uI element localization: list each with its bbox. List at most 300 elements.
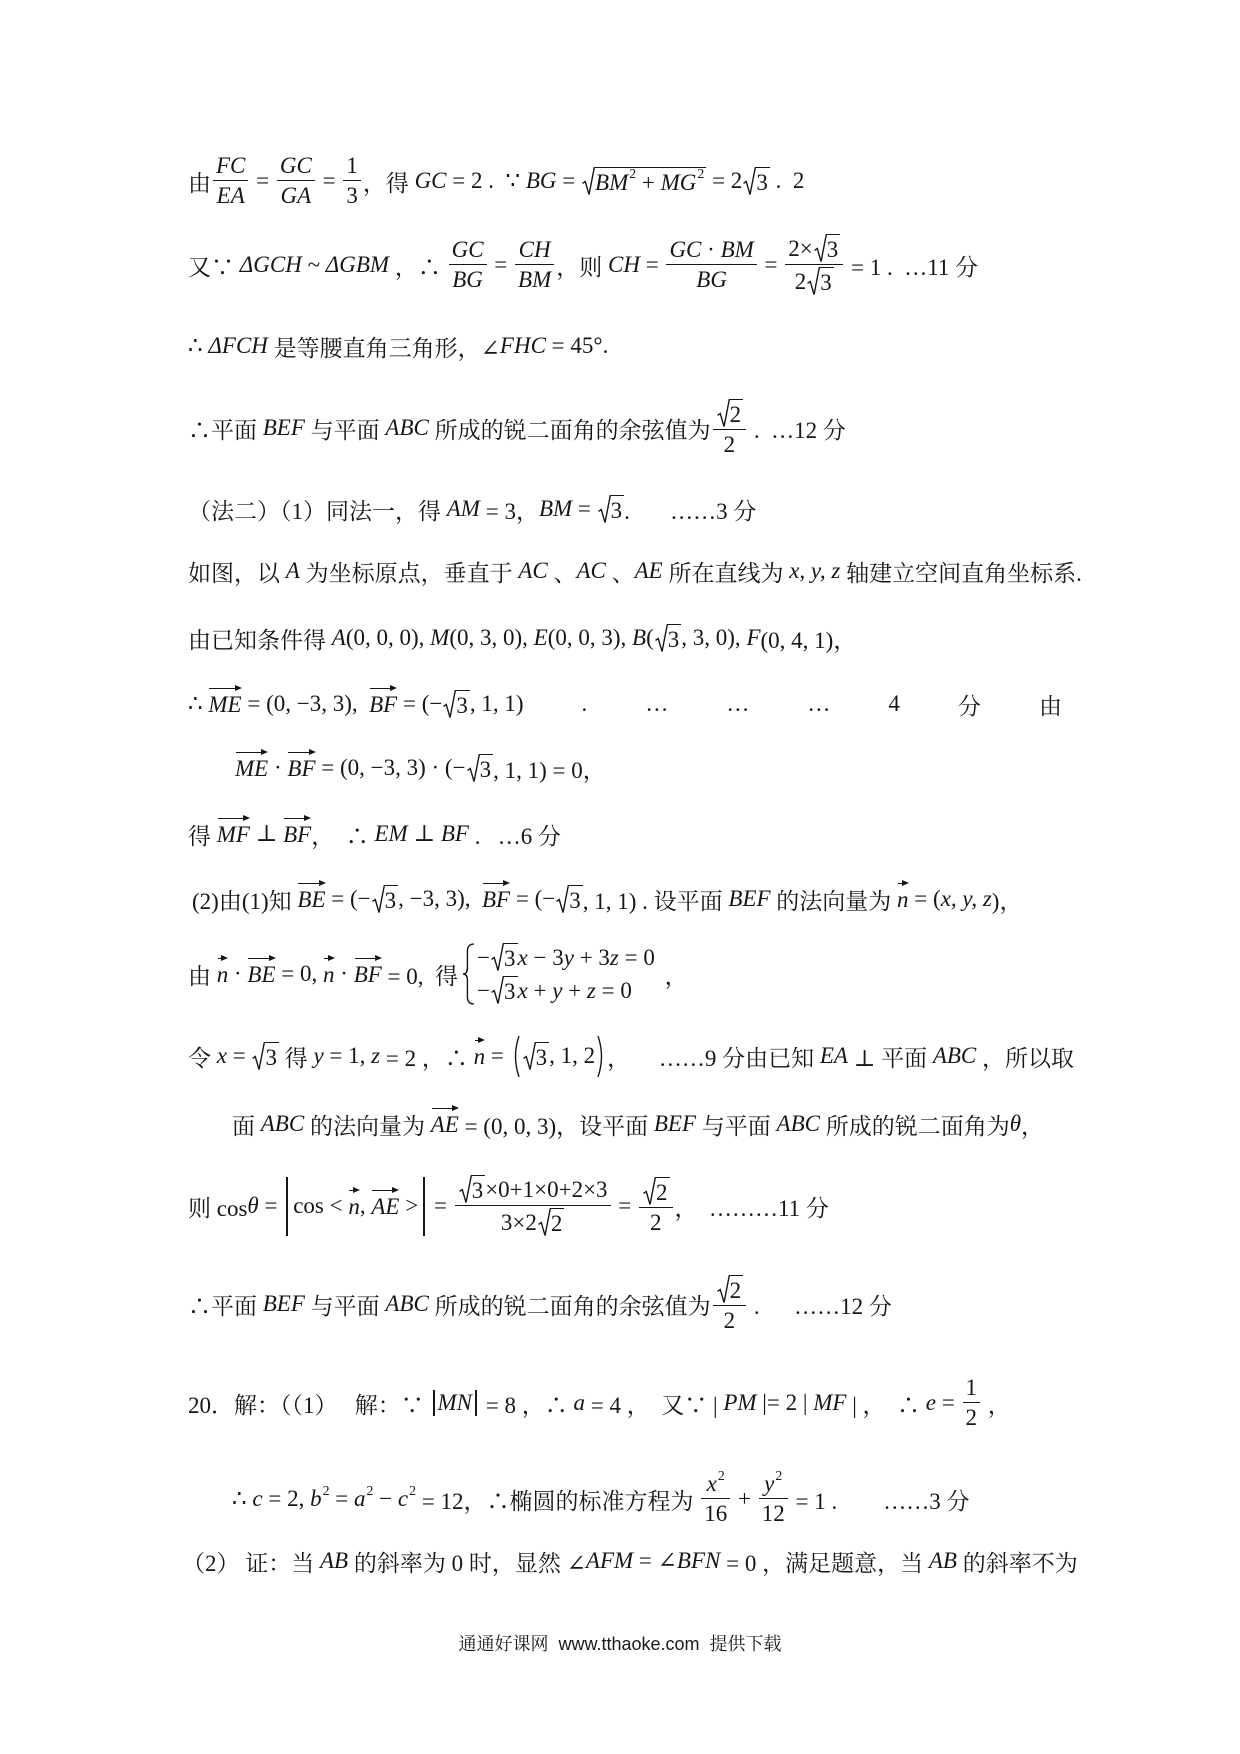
fraction-denominator xyxy=(701,1499,730,1527)
fraction xyxy=(963,1375,981,1431)
text-run: , −3, 3), xyxy=(398,886,482,911)
text-run: （2） 证：当 xyxy=(182,1550,320,1576)
math-variable: BM xyxy=(538,496,573,521)
text-run: − xyxy=(477,977,491,1003)
math-variable: BG xyxy=(452,267,483,292)
math-variable: b xyxy=(310,1486,322,1511)
math-variable: GA xyxy=(280,183,312,208)
text-run: = xyxy=(612,1193,638,1218)
text-run: 1 xyxy=(965,1375,977,1400)
text-run: 3 xyxy=(456,692,468,718)
text-run: . 2 xyxy=(769,168,805,193)
text-run: 3 xyxy=(346,183,358,208)
text-run: ， xyxy=(982,1392,1011,1418)
text-run: 2 xyxy=(794,268,807,294)
text-run: = xyxy=(488,252,514,277)
text-run: + xyxy=(636,169,661,195)
radicand xyxy=(594,167,706,196)
radical-sign-icon xyxy=(643,1177,656,1206)
text-line xyxy=(188,1174,829,1238)
text-run: = 3， xyxy=(479,498,539,524)
square-root xyxy=(743,167,770,196)
text-run: = 12，∴椭圆的标准方程为 xyxy=(416,1488,700,1514)
superscript xyxy=(629,166,636,182)
radical-sign-icon xyxy=(582,167,595,196)
math-variable: BE xyxy=(247,961,276,987)
math-variable: AE xyxy=(430,1111,459,1137)
vector xyxy=(217,955,229,988)
text-line xyxy=(188,942,688,1006)
radicand xyxy=(610,495,625,524)
math-variable: FC xyxy=(216,153,246,178)
text-run: − xyxy=(373,1486,398,1511)
math-variable: EA xyxy=(819,1043,848,1068)
fraction-denominator xyxy=(515,265,554,293)
left-paren-icon xyxy=(512,1035,520,1078)
fraction-numerator xyxy=(713,399,747,430)
text-run: = 2 xyxy=(706,168,743,193)
text-run: 3 xyxy=(569,887,581,913)
text-run: + xyxy=(562,977,587,1003)
radicand xyxy=(471,1175,486,1204)
text-run: 16 xyxy=(704,1501,728,1526)
math-variable: n xyxy=(216,961,229,987)
math-variable: BFN xyxy=(676,1548,721,1573)
text-run: 2 xyxy=(729,1277,742,1303)
text-run: ~ xyxy=(301,252,326,277)
math-variable: BG xyxy=(525,168,557,193)
text-run: 令 xyxy=(188,1045,217,1071)
square-root xyxy=(443,690,470,719)
text-run: (2)由(1)知 xyxy=(192,888,298,914)
superscript xyxy=(697,166,704,182)
text-run: 2 xyxy=(775,1467,783,1483)
text-run: 是等腰直角三角形，∠ xyxy=(267,335,500,361)
fraction-numerator xyxy=(713,1275,747,1306)
math-variable: c xyxy=(397,1486,409,1511)
math-variable: n xyxy=(473,1043,486,1069)
square-root xyxy=(491,943,518,972)
text-run: 得 xyxy=(278,1045,314,1071)
text-run: 的法向量为 xyxy=(304,1113,431,1139)
math-variable: BE xyxy=(297,886,326,912)
text-run: 的斜率不为 xyxy=(956,1550,1078,1576)
radical-sign-icon xyxy=(467,754,480,783)
fraction xyxy=(213,153,248,209)
fraction-denominator xyxy=(759,1499,788,1527)
right-paren-icon xyxy=(597,1035,605,1078)
text-line xyxy=(188,149,804,213)
math-variable: BM xyxy=(518,267,552,292)
math-variable: AE xyxy=(371,1193,400,1219)
vector xyxy=(371,1187,399,1220)
math-variable: AB xyxy=(928,1548,957,1573)
text-run: ⊥ 平面 xyxy=(847,1045,933,1071)
fraction-numerator xyxy=(343,153,361,181)
text-run: + xyxy=(732,1486,757,1511)
square-root xyxy=(717,1275,744,1304)
fraction-denominator xyxy=(278,181,315,209)
math-variable: z xyxy=(371,1043,381,1068)
math-variable: BF xyxy=(353,961,382,987)
math-variable: n xyxy=(323,961,335,987)
text-run: > xyxy=(399,1193,419,1218)
text-run: = 1 . …11 分 xyxy=(845,254,979,280)
equation-system xyxy=(462,943,655,1005)
text-run: = (− xyxy=(325,886,371,911)
text-run: , 3, 0), xyxy=(681,625,747,650)
equation-rows xyxy=(477,943,655,1005)
square-root xyxy=(491,976,518,1005)
square-root xyxy=(459,1175,486,1204)
math-variable: x, y, z xyxy=(789,558,841,583)
math-variable: ΔGCH xyxy=(239,252,302,277)
fraction xyxy=(713,1275,747,1334)
math-variable: B xyxy=(632,625,647,650)
fraction-numerator xyxy=(449,237,487,265)
text-run: , 1, 1) xyxy=(469,691,524,716)
text-run: 得 xyxy=(188,823,217,849)
text-line xyxy=(182,1529,1078,1593)
text-run: , 1, 1) = 0， xyxy=(493,757,606,783)
text-run: ∴平面 xyxy=(188,1293,263,1319)
text-run: ×0+1×0+2×3 xyxy=(485,1176,608,1202)
text-run: (0, 0, 0), xyxy=(345,625,431,650)
text-run: 由 xyxy=(1038,693,1062,719)
fraction-denominator xyxy=(792,265,837,296)
math-variable: GC xyxy=(414,168,447,193)
text-run: = ∠ xyxy=(633,1548,677,1573)
vector xyxy=(323,955,335,988)
equation-row xyxy=(477,943,655,972)
absolute-value xyxy=(433,1390,478,1416)
fraction-numerator xyxy=(277,153,315,181)
text-run: (0, 0, 3), xyxy=(547,625,633,650)
text-run: 2 xyxy=(629,166,637,182)
text-run: = 4 ， 又∵ | xyxy=(584,1392,724,1418)
fraction xyxy=(701,1467,730,1527)
vector xyxy=(354,955,382,988)
text-run: ，得 xyxy=(362,170,415,196)
text-run: 分 xyxy=(957,693,981,719)
text-run: = xyxy=(258,1193,284,1218)
math-variable: PM xyxy=(723,1390,757,1415)
text-run: 所成的锐二面角的余弦值为 xyxy=(428,1293,711,1319)
radical-sign-icon xyxy=(443,690,456,719)
radical-sign-icon xyxy=(717,1275,730,1304)
text-run: 所成的锐二面角为 xyxy=(819,1113,1010,1139)
vector xyxy=(431,1105,459,1138)
fraction-denominator xyxy=(214,181,248,209)
fraction-numerator xyxy=(666,237,756,265)
text-run: = 2 . ∵ xyxy=(446,168,526,193)
text-run: … xyxy=(726,691,750,716)
radicand xyxy=(384,885,399,914)
radical-sign-icon xyxy=(743,167,756,196)
text-run: ， ∴ xyxy=(311,823,375,849)
text-run: = xyxy=(428,1193,453,1218)
text-run: . ……12 分 xyxy=(748,1293,892,1319)
radicand xyxy=(819,267,834,296)
text-run: = xyxy=(758,252,784,277)
math-variable: M xyxy=(430,625,450,650)
text-run: 2 xyxy=(723,431,736,457)
text-run: 的法向量为 xyxy=(770,888,898,914)
text-run: 3 xyxy=(667,626,680,652)
radical-sign-icon xyxy=(459,1175,472,1204)
text-run: = (− xyxy=(510,886,556,911)
radical-sign-icon xyxy=(538,1208,551,1237)
text-run: · xyxy=(701,237,721,262)
math-variable: GC xyxy=(669,237,702,262)
fraction-numerator xyxy=(515,237,554,265)
text-line xyxy=(188,539,1082,603)
math-variable: BEF xyxy=(262,1291,305,1316)
text-run: 轴建立空间直角坐标系. xyxy=(840,560,1082,586)
math-variable: A xyxy=(285,558,300,583)
math-variable: a xyxy=(573,1390,585,1415)
math-variable: MG xyxy=(660,169,697,195)
math-variable: BEF xyxy=(262,415,305,440)
fraction-numerator xyxy=(785,234,843,265)
radicand xyxy=(550,1208,565,1237)
math-variable: BG xyxy=(696,267,727,292)
text-run: ， xyxy=(1021,1113,1045,1139)
text-run: 2 xyxy=(550,1211,563,1236)
square-root xyxy=(523,1042,550,1071)
radicand xyxy=(826,234,841,263)
text-run: 的斜率为 0 时，显然 ∠ xyxy=(348,1550,586,1576)
math-variable: x xyxy=(517,944,528,970)
math-variable: FHC xyxy=(499,333,546,358)
text-run: ⊥ xyxy=(407,821,441,846)
text-run: 2 xyxy=(717,1467,725,1483)
text-run: = 1, xyxy=(323,1043,372,1068)
fraction-denominator xyxy=(963,1403,981,1431)
text-run: 3 xyxy=(820,270,832,295)
text-run: 20．解：（（1） 解：∵ xyxy=(188,1392,430,1418)
fraction-numerator xyxy=(963,1375,981,1403)
text-run: 3 xyxy=(384,887,397,913)
radicand xyxy=(535,1042,550,1071)
text-run: = xyxy=(485,1043,510,1068)
text-run: 3 xyxy=(471,1178,484,1203)
text-run: 由 xyxy=(188,963,217,989)
math-variable: x xyxy=(706,1471,717,1496)
radical-sign-icon xyxy=(807,267,820,296)
radicand xyxy=(264,1042,279,1071)
text-run: 所在直线为 xyxy=(662,560,790,586)
text-run: ，所以取 xyxy=(976,1045,1075,1071)
text-run: 3 xyxy=(610,497,623,523)
math-variable: AE xyxy=(634,558,663,583)
square-root xyxy=(655,624,682,653)
math-variable: BM xyxy=(595,169,629,195)
radicand xyxy=(655,1177,670,1206)
absolute-value xyxy=(286,1177,425,1236)
text-run: |= 2 | xyxy=(756,1390,814,1415)
math-variable: ABC xyxy=(385,415,429,440)
radicand xyxy=(729,1275,744,1304)
text-run: 2 xyxy=(409,1482,416,1498)
text-run: = (− xyxy=(397,691,443,716)
math-variable: AC xyxy=(518,558,548,583)
math-variable: MN xyxy=(437,1390,472,1415)
vector xyxy=(369,685,397,718)
text-run: 3 xyxy=(535,1044,548,1070)
text-run: 与平面 xyxy=(696,1113,777,1139)
square-root xyxy=(372,885,399,914)
fraction-numerator xyxy=(701,1467,730,1499)
square-root xyxy=(538,1208,565,1237)
math-variable: ABC xyxy=(385,1291,429,1316)
text-run: = xyxy=(936,1390,961,1415)
text-run: . xyxy=(581,691,588,716)
radical-sign-icon xyxy=(491,943,504,972)
square-root xyxy=(556,885,583,914)
square-root xyxy=(582,167,706,196)
radicand xyxy=(667,624,682,653)
math-variable: BM xyxy=(720,237,754,262)
text-run: 3 xyxy=(826,237,839,262)
math-variable: n xyxy=(897,886,909,912)
text-run: , xyxy=(359,1193,372,1218)
superscript xyxy=(323,1483,330,1499)
text-run: = 2, xyxy=(262,1486,311,1511)
radical-sign-icon xyxy=(717,399,730,428)
math-variable: BEF xyxy=(728,886,771,911)
text-line xyxy=(188,396,846,460)
math-variable: ΔFCH xyxy=(208,333,268,358)
math-variable: A xyxy=(331,625,346,650)
text-run: 由 xyxy=(188,170,211,196)
square-root xyxy=(814,234,841,263)
radical-sign-icon xyxy=(598,495,611,524)
math-variable: ABC xyxy=(932,1043,977,1068)
math-variable: x, y, z xyxy=(940,886,992,911)
fraction xyxy=(785,234,843,296)
text-run: )， xyxy=(991,888,1023,914)
math-variable: AFM xyxy=(585,1548,634,1573)
text-run: ( xyxy=(646,625,654,650)
text-run: 与平面 xyxy=(304,417,386,443)
text-run: … xyxy=(645,691,669,716)
text-run: 2 xyxy=(322,1482,330,1498)
fraction xyxy=(639,1177,673,1236)
text-run: = 1 . ……3 分 xyxy=(789,1488,970,1514)
text-run: ， ……9 分由已知 xyxy=(607,1045,820,1071)
math-variable: ΔGBM xyxy=(325,252,390,277)
text-run: 12 xyxy=(761,1501,785,1526)
math-variable: x xyxy=(517,977,528,1003)
fraction-denominator xyxy=(449,265,486,293)
text-run: 2 xyxy=(656,1179,668,1205)
text-run: = 0, xyxy=(275,961,324,986)
text-run: = 45°. xyxy=(545,333,609,358)
math-variable: BF xyxy=(287,755,316,781)
vector xyxy=(235,749,268,782)
math-variable: BF xyxy=(369,691,398,717)
text-run: 2 xyxy=(650,1209,662,1235)
text-run: 2 xyxy=(965,1405,977,1430)
math-variable: z xyxy=(609,944,619,970)
vector xyxy=(283,815,311,848)
text-line xyxy=(188,802,561,866)
vector xyxy=(247,955,275,988)
math-variable: AM xyxy=(446,496,480,521)
footer-credit: 通通好课网 www.tthaoke.com 提供下载 xyxy=(458,1634,782,1654)
math-variable: AC xyxy=(576,558,606,583)
text-line xyxy=(188,606,856,670)
math-variable: GC xyxy=(279,153,312,178)
radical-sign-icon xyxy=(556,885,569,914)
text-run: 、 xyxy=(547,560,577,586)
square-root xyxy=(807,267,834,296)
text-line xyxy=(188,1024,1074,1088)
math-variable: x xyxy=(216,1043,227,1068)
vector xyxy=(897,880,909,913)
math-variable: AB xyxy=(320,1548,349,1573)
text-run: . ……3 分 xyxy=(624,498,757,524)
text-line xyxy=(188,1272,892,1336)
superscript xyxy=(775,1468,782,1484)
fraction-denominator xyxy=(647,1208,665,1236)
fraction xyxy=(515,237,554,293)
text-run: = 2 ，∴ xyxy=(380,1045,474,1071)
text-run: ∴平面 xyxy=(188,417,263,443)
text-run: − 3 xyxy=(527,944,564,970)
text-run: = 0 xyxy=(618,944,655,970)
fraction-numerator xyxy=(639,1177,673,1208)
math-variable: y xyxy=(764,1471,775,1496)
vector xyxy=(287,749,315,782)
math-variable: z xyxy=(586,977,596,1003)
text-run: = (0, −3, 3) · (− xyxy=(315,755,466,780)
math-variable: MF xyxy=(216,821,250,847)
radicand xyxy=(503,943,518,972)
radical-sign-icon xyxy=(252,1042,265,1071)
text-run: 3×2 xyxy=(500,1209,537,1235)
text-run: ∴ xyxy=(188,333,209,358)
vector xyxy=(208,685,241,718)
superscript xyxy=(366,1483,373,1499)
math-variable: ABC xyxy=(260,1111,305,1136)
text-run: ，∴ xyxy=(389,254,447,280)
text-run: + 3 xyxy=(573,944,610,970)
math-variable: ME xyxy=(208,691,242,717)
text-run: (0, 3, 0), xyxy=(449,625,534,650)
text-run: − xyxy=(477,944,491,970)
text-run: 所成的锐二面角的余弦值为 xyxy=(428,417,711,443)
text-run: ，则 xyxy=(556,254,608,280)
fraction xyxy=(277,153,315,209)
fraction-denominator xyxy=(343,181,361,209)
text-line xyxy=(232,1467,969,1531)
text-run: = 0 ，满足题意，当 xyxy=(720,1550,929,1576)
text-run: = xyxy=(316,168,342,193)
text-line xyxy=(232,1092,1044,1156)
math-variable: BF xyxy=(440,821,469,846)
math-variable: a xyxy=(353,1486,366,1511)
text-run: 如图，以 xyxy=(188,560,286,586)
vector xyxy=(297,880,325,913)
text-run: 2 xyxy=(366,1482,374,1498)
text-run: + xyxy=(527,977,553,1003)
fraction-numerator xyxy=(455,1175,611,1206)
text-run: = xyxy=(556,168,582,193)
text-run: 、 xyxy=(605,560,635,586)
math-variable: EM xyxy=(374,821,408,846)
